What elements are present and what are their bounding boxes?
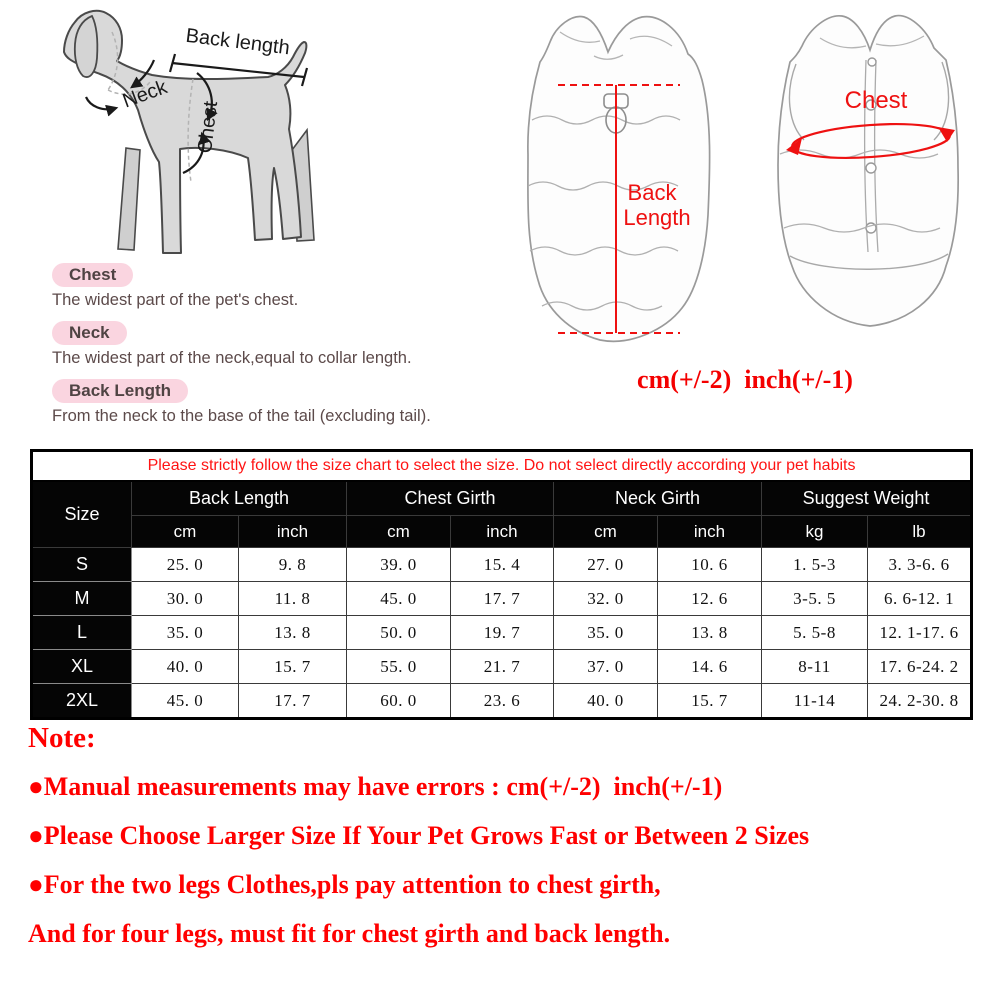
cell: 55. 0 bbox=[347, 650, 451, 684]
cell: 12. 6 bbox=[658, 582, 762, 616]
size-label: L bbox=[32, 616, 132, 650]
size-table bbox=[30, 449, 973, 720]
chest-girth-inch-header: inch bbox=[451, 516, 554, 548]
table-row-l bbox=[32, 616, 972, 650]
cell: 13. 8 bbox=[239, 616, 347, 650]
cell: 37. 0 bbox=[554, 650, 658, 684]
cell: 14. 6 bbox=[658, 650, 762, 684]
cell: 60. 0 bbox=[347, 684, 451, 719]
cell: 40. 0 bbox=[132, 650, 239, 684]
note-title: Note: bbox=[28, 722, 96, 754]
definition-back-length bbox=[52, 379, 492, 426]
cell: 10. 6 bbox=[658, 548, 762, 582]
table-row-2xl bbox=[32, 684, 972, 719]
definition-chest bbox=[52, 263, 492, 310]
cell: 17. 7 bbox=[239, 684, 347, 719]
neck-girth-cm-header: cm bbox=[554, 516, 658, 548]
weight-lb-header: lb bbox=[868, 516, 972, 548]
vest-snap-button-3 bbox=[866, 163, 876, 173]
neck-girth-group-header: Neck Girth bbox=[554, 481, 762, 516]
cell: 5. 5-8 bbox=[762, 616, 868, 650]
cell: 50. 0 bbox=[347, 616, 451, 650]
cell: 15. 7 bbox=[658, 684, 762, 719]
dog-back-length-label: Back length bbox=[184, 24, 291, 60]
size-label: XL bbox=[32, 650, 132, 684]
size-label: S bbox=[32, 548, 132, 582]
cell: 40. 0 bbox=[554, 684, 658, 719]
table-notice: Please strictly follow the size chart to select the size. Do not select directly according your pet habits bbox=[32, 451, 972, 482]
back-length-inch-header: inch bbox=[239, 516, 347, 548]
cell: 19. 7 bbox=[451, 616, 554, 650]
neck-girth-arrow bbox=[86, 97, 116, 109]
cell: 45. 0 bbox=[132, 684, 239, 719]
vest-front-view bbox=[778, 16, 958, 326]
chest-girth-group-header: Chest Girth bbox=[347, 481, 554, 516]
chest-term-description: The widest part of the pet's chest. bbox=[52, 291, 299, 309]
dog-chest-label: Chest bbox=[193, 99, 223, 155]
vest-diagram bbox=[480, 0, 980, 360]
cell: 45. 0 bbox=[347, 582, 451, 616]
neck-term-pill: Neck bbox=[52, 321, 127, 345]
cell: 13. 8 bbox=[658, 616, 762, 650]
back-length-term-description: From the neck to the base of the tail (excluding tail). bbox=[52, 407, 431, 425]
cell: 39. 0 bbox=[347, 548, 451, 582]
chest-term-pill: Chest bbox=[52, 263, 133, 287]
cell: 12. 1-17. 6 bbox=[868, 616, 972, 650]
note-line-3: ●For the two legs Clothes,pls pay attention to chest girth, bbox=[28, 870, 661, 899]
cell: 11. 8 bbox=[239, 582, 347, 616]
vest-back-length-label-line2: Length bbox=[623, 205, 691, 230]
dog-neck-label: Neck bbox=[119, 76, 171, 113]
dog-far-front-leg bbox=[118, 148, 140, 250]
weight-kg-header: kg bbox=[762, 516, 868, 548]
note-line-1: ●Manual measurements may have errors : cm(+/-2) inch(+/-1) bbox=[28, 772, 723, 801]
back-length-term-pill: Back Length bbox=[52, 379, 188, 403]
cell: 30. 0 bbox=[132, 582, 239, 616]
cell: 35. 0 bbox=[554, 616, 658, 650]
vest-snap-button-1 bbox=[868, 58, 876, 66]
cell: 35. 0 bbox=[132, 616, 239, 650]
cell: 11-14 bbox=[762, 684, 868, 719]
vest-chest-label: Chest bbox=[844, 87, 908, 114]
definition-neck bbox=[52, 321, 492, 368]
cell: 8-11 bbox=[762, 650, 868, 684]
chest-girth-cm-header: cm bbox=[347, 516, 451, 548]
back-length-group-header: Back Length bbox=[132, 481, 347, 516]
cell: 17. 6-24. 2 bbox=[868, 650, 972, 684]
back-length-cm-header: cm bbox=[132, 516, 239, 548]
vest-back-length-label-line1: Back bbox=[627, 180, 677, 205]
cell: 1. 5-3 bbox=[762, 548, 868, 582]
suggest-weight-group-header: Suggest Weight bbox=[762, 481, 972, 516]
cell: 27. 0 bbox=[554, 548, 658, 582]
note-line-4: And for four legs, must fit for chest girth and back length. bbox=[28, 919, 671, 948]
cell: 21. 7 bbox=[451, 650, 554, 684]
cell: 25. 0 bbox=[132, 548, 239, 582]
measurement-definitions bbox=[52, 263, 492, 437]
note-line-2: ●Please Choose Larger Size If Your Pet Grows Fast or Between 2 Sizes bbox=[28, 821, 810, 850]
dog-measurement-diagram bbox=[30, 0, 360, 265]
size-label: M bbox=[32, 582, 132, 616]
table-row-xl bbox=[32, 650, 972, 684]
neck-term-description: The widest part of the neck,equal to collar length. bbox=[52, 349, 412, 367]
cell: 17. 7 bbox=[451, 582, 554, 616]
cell: 24. 2-30. 8 bbox=[868, 684, 972, 719]
cell: 9. 8 bbox=[239, 548, 347, 582]
cell: 32. 0 bbox=[554, 582, 658, 616]
cell: 6. 6-12. 1 bbox=[868, 582, 972, 616]
cell: 3-5. 5 bbox=[762, 582, 868, 616]
cell: 3. 3-6. 6 bbox=[868, 548, 972, 582]
cell: 15. 4 bbox=[451, 548, 554, 582]
tolerance-note: cm(+/-2) inch(+/-1) bbox=[637, 365, 853, 394]
cell: 15. 7 bbox=[239, 650, 347, 684]
size-table-wrap bbox=[30, 449, 973, 720]
notes-section bbox=[28, 722, 978, 968]
size-label: 2XL bbox=[32, 684, 132, 719]
size-column-header: Size bbox=[32, 481, 132, 548]
vest-back-view bbox=[528, 17, 710, 342]
vest-back-outline bbox=[528, 17, 710, 342]
cell: 23. 6 bbox=[451, 684, 554, 719]
table-row-s bbox=[32, 548, 972, 582]
table-row-m bbox=[32, 582, 972, 616]
neck-girth-inch-header: inch bbox=[658, 516, 762, 548]
